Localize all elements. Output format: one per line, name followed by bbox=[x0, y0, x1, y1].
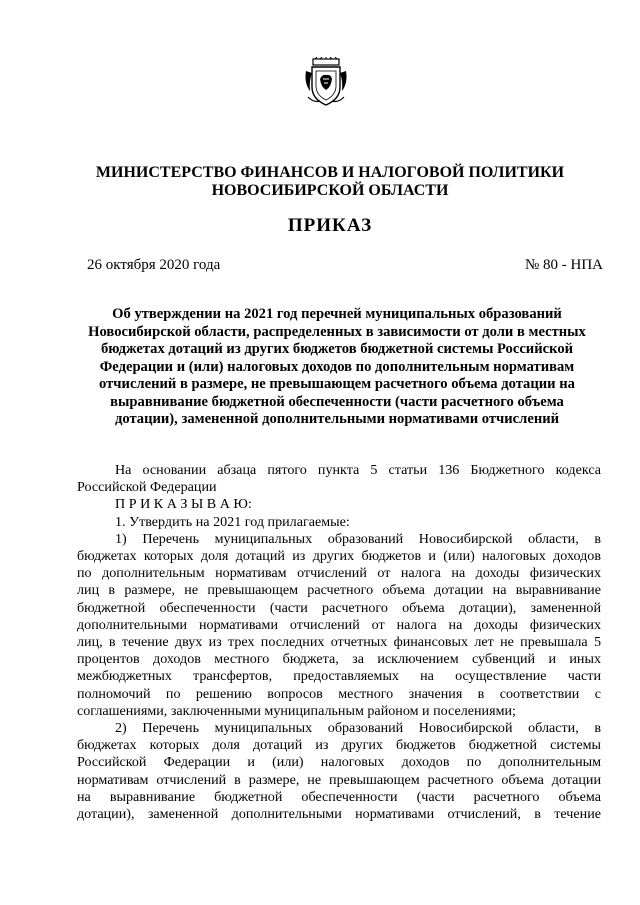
ministry-name-line-1: МИНИСТЕРСТВО ФИНАНСОВ И НАЛОГОВОЙ ПОЛИТИКИ bbox=[95, 164, 565, 181]
body-line: межбюджетных трансфертов, предоставляемых на осуществление части bbox=[77, 668, 601, 685]
body-line: 1. Утвердить на 2021 год прилагаемые: bbox=[115, 513, 350, 530]
body-line: бюджетах которых доля дотаций из других бюджетов и (или) налоговых доходов bbox=[77, 548, 601, 565]
body-line: полномочий по решению вопросов местного значения в соответствии с bbox=[77, 685, 601, 702]
ministry-name-line-2: НОВОСИБИРСКОЙ ОБЛАСТИ bbox=[211, 182, 449, 199]
title-line: Об утверждении на 2021 год перечней муниципальных образований bbox=[112, 306, 562, 322]
title-line: Новосибирской области, распределенных в зависимости от доли в местных bbox=[88, 323, 586, 340]
body-line: дополнительными нормативами отчислений от налога на доходы физических bbox=[77, 616, 601, 633]
body-line: Российской Федерации и (или) налоговых доходов по дополнительным bbox=[77, 754, 601, 771]
body-line: нормативам отчислений в размере, не превышающем расчетного объема дотации bbox=[77, 771, 601, 788]
title-line: дотации), замененной дополнительными нормативами отчислений bbox=[114, 411, 560, 427]
body-line: дотации), замененной дополнительными нормативами отчислений, в течение bbox=[77, 806, 601, 823]
title-line: отчислений в размере, не превышающем расчетного объема дотации на bbox=[99, 376, 575, 392]
title-line: бюджетах дотаций из других бюджетов бюджетной системы Российской bbox=[100, 341, 574, 357]
document-type: ПРИКАЗ bbox=[287, 215, 373, 236]
body-line: по дополнительным нормативам отчислений от налога на доходы физических bbox=[77, 565, 601, 582]
order-word: П Р И К А З Ы В А Ю: bbox=[115, 496, 252, 513]
body-line: На основании абзаца пятого пункта 5 статьи 136 Бюджетного кодекса bbox=[115, 462, 601, 478]
document-title bbox=[77, 306, 597, 429]
document-number: № 80 - НПА bbox=[524, 257, 603, 273]
document-body bbox=[77, 462, 601, 823]
document-date: 26 октября 2020 года bbox=[87, 257, 221, 273]
body-line: лиц, в течение двух из трех последних отчетных финансовых лет не превышала 5 bbox=[77, 634, 601, 651]
body-line: 1) Перечень муниципальных образований Новосибирской области, в bbox=[115, 530, 601, 547]
body-line: бюджетах которых доля дотаций из других бюджетов бюджетной системы bbox=[77, 737, 601, 754]
body-line: 2) Перечень муниципальных образований Новосибирской области, в bbox=[115, 720, 601, 737]
body-line: соглашениями, заключенными муниципальным районом и поселениями; bbox=[77, 702, 516, 719]
body-line: Российской Федерации bbox=[77, 479, 217, 496]
title-line: выравнивание бюджетной обеспеченности (части расчетного объема bbox=[110, 393, 564, 410]
body-line: процентов доходов местного бюджета, за исключением субвенций и иных bbox=[77, 651, 601, 668]
title-line: Федерации и (или) налоговых доходов по дополнительным нормативам bbox=[99, 358, 575, 375]
body-line: лиц в размере, не превышающем расчетного объема дотации на выравнивание bbox=[77, 582, 601, 599]
coat-of-arms-icon bbox=[304, 57, 348, 107]
body-line: бюджетной обеспеченности (части расчетного объема дотации), замененной bbox=[77, 599, 601, 616]
body-line: на выравнивание бюджетной обеспеченности (части расчетного объема bbox=[77, 788, 601, 805]
